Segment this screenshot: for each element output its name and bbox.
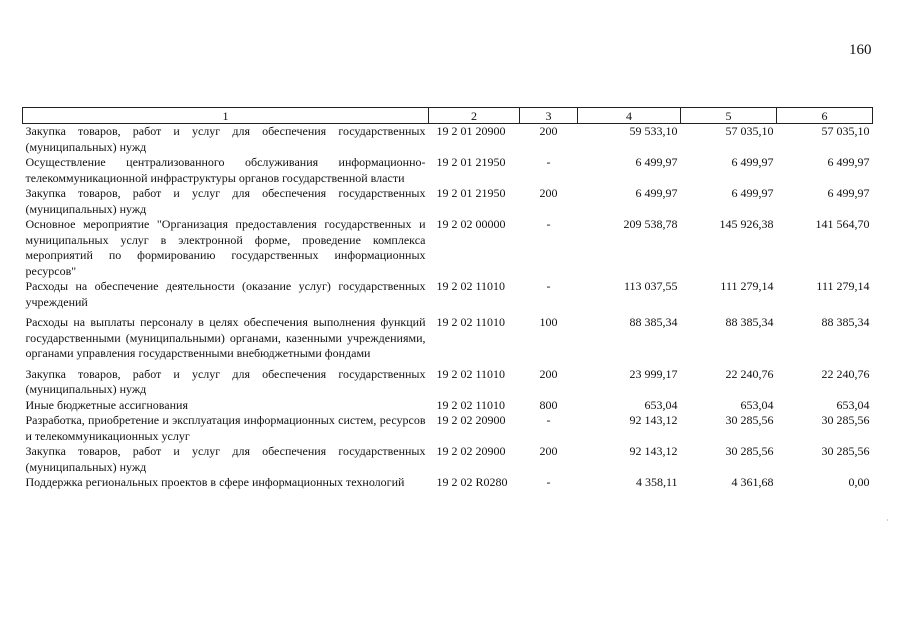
row-value-5: 6 499,97 (731, 155, 774, 169)
row-code: 19 2 02 20900 (436, 413, 506, 427)
row-value-4: 113 037,55 (623, 279, 678, 293)
table-row (23, 310, 873, 362)
row-value-6: 0,00 (848, 475, 870, 489)
row-value-6: 88 385,34 (821, 315, 870, 329)
table-row (23, 362, 873, 398)
col-header-4: 4 (578, 108, 681, 124)
row-code: 19 2 01 21950 (436, 155, 506, 169)
row-name: Разработка, приобретение и эксплуатация информационных систем, ресурсов и телекоммуникационных услуг (25, 413, 426, 443)
row-code: 19 2 01 21950 (436, 186, 506, 200)
row-value-5: 111 279,14 (720, 279, 774, 293)
row-name: Закупка товаров, работ и услуг для обеспечения государственных (муниципальных) нужд (25, 444, 426, 474)
row-value-4: 6 499,97 (635, 186, 678, 200)
row-value-5: 145 926,38 (719, 217, 774, 231)
row-expense-type: 200 (539, 186, 558, 200)
row-value-5: 30 285,56 (725, 413, 774, 427)
row-value-6: 30 285,56 (821, 444, 870, 458)
col-header-3: 3 (520, 108, 578, 124)
row-value-6: 22 240,76 (821, 366, 870, 381)
row-code: 19 2 01 20900 (436, 124, 506, 138)
budget-table (22, 107, 873, 491)
row-value-5: 653,04 (740, 397, 774, 412)
row-name: Закупка товаров, работ и услуг для обеспечения государственных (муниципальных) нужд (25, 124, 426, 154)
row-name: Основное мероприятие "Организация предоставления государственных и муниципальных услуг в электронной форме, проведение комплекса мероприятий по формированию государственных информационных ресурсов" (25, 217, 426, 278)
row-value-6: 6 499,97 (827, 186, 870, 200)
table-row (23, 279, 873, 310)
table-row (23, 413, 873, 444)
row-name: Расходы на выплаты персоналу в целях обеспечения выполнения функций государственными (муниципальными) органами, казенными учреждениями, органами управления государственными внебюджетными фондами (25, 315, 426, 360)
table-row (23, 398, 873, 414)
table-row (23, 475, 873, 491)
row-code: 19 2 02 00000 (436, 217, 506, 231)
row-value-4: 59 533,10 (629, 124, 678, 138)
row-value-5: 22 240,76 (725, 366, 774, 381)
row-name: Закупка товаров, работ и услуг для обеспечения государственных (муниципальных) нужд (25, 186, 426, 216)
row-expense-type: 200 (539, 124, 558, 138)
row-value-4: 92 143,12 (629, 444, 678, 458)
row-value-4: 23 999,17 (629, 366, 678, 381)
row-expense-type: 200 (539, 366, 558, 381)
row-name: Закупка товаров, работ и услуг для обеспечения государственных (муниципальных) нужд (25, 366, 426, 396)
row-expense-type: 800 (539, 397, 558, 412)
table-row (23, 444, 873, 475)
table-header-row (23, 108, 873, 124)
col-header-2: 2 (429, 108, 520, 124)
page-number: 160 (849, 42, 872, 58)
row-value-5: 88 385,34 (725, 315, 774, 329)
row-expense-type: - (546, 155, 551, 169)
col-header-1: 1 (23, 108, 429, 124)
row-value-6: 57 035,10 (821, 124, 870, 138)
row-value-6: 6 499,97 (827, 155, 870, 169)
row-code: 19 2 02 11010 (436, 279, 506, 293)
row-name: Осуществление централизованного обслуживания информационно-телекоммуникационной инфраструктуры органов государственной власти (25, 155, 426, 185)
row-value-5: 30 285,56 (725, 444, 774, 458)
row-code: 19 2 02 11010 (436, 397, 506, 412)
row-value-4: 92 143,12 (629, 413, 678, 427)
row-value-4: 88 385,34 (629, 315, 678, 329)
table-row (23, 124, 873, 156)
row-value-4: 209 538,78 (623, 217, 678, 231)
row-expense-type: 100 (539, 315, 558, 329)
scan-artifact-dot: · (886, 516, 889, 525)
row-code: 19 2 02 R0280 (436, 475, 508, 489)
row-expense-type: 200 (539, 444, 558, 458)
row-value-4: 6 499,97 (635, 155, 678, 169)
row-value-6: 111 279,14 (816, 279, 870, 293)
col-header-6: 6 (777, 108, 873, 124)
row-value-5: 57 035,10 (725, 124, 774, 138)
row-code: 19 2 02 11010 (436, 366, 506, 381)
row-value-6: 30 285,56 (821, 413, 870, 427)
row-expense-type: - (546, 217, 551, 231)
row-value-4: 4 358,11 (635, 475, 678, 489)
row-value-4: 653,04 (644, 397, 678, 412)
row-name: Иные бюджетные ассигнования (25, 397, 188, 412)
row-expense-type: - (546, 279, 551, 293)
table-row (23, 155, 873, 186)
row-code: 19 2 02 11010 (436, 315, 506, 329)
row-value-6: 141 564,70 (815, 217, 870, 231)
row-name: Расходы на обеспечение деятельности (оказание услуг) государственных учреждений (25, 279, 426, 309)
row-expense-type: - (546, 413, 551, 427)
row-value-5: 4 361,68 (731, 475, 774, 489)
row-name: Поддержка региональных проектов в сфере информационных технологий (25, 475, 405, 489)
row-expense-type: - (546, 475, 551, 489)
row-code: 19 2 02 20900 (436, 444, 506, 458)
row-value-5: 6 499,97 (731, 186, 774, 200)
table-row (23, 186, 873, 217)
row-value-6: 653,04 (836, 397, 870, 412)
table-row (23, 217, 873, 279)
col-header-5: 5 (681, 108, 777, 124)
